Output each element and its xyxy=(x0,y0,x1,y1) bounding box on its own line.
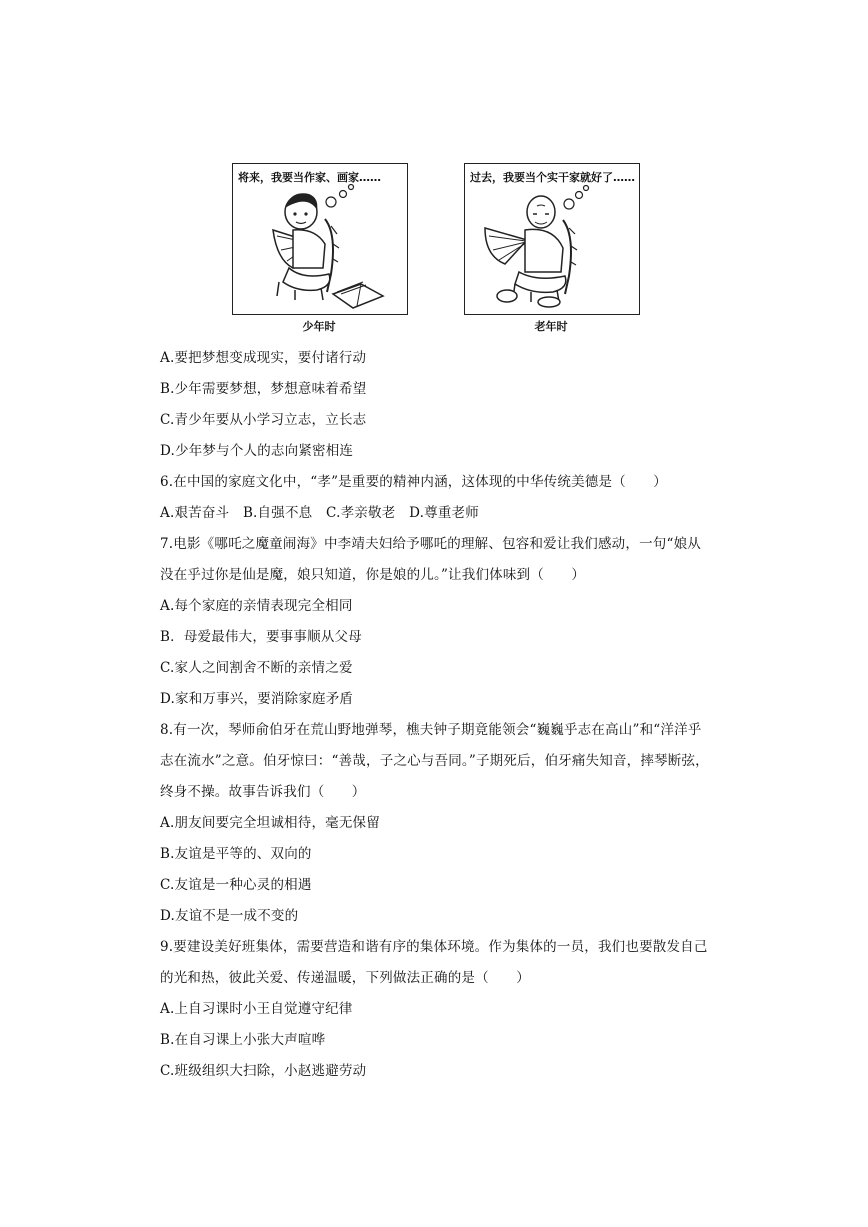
q6-options: A.艰苦奋斗 B.自强不息 C.孝亲敬老 D.尊重老师 xyxy=(160,505,479,521)
q8-stem-line-2: 志在流水”之意。伯牙惊曰：“善哉，子之心与吾同。”子期死后，伯牙痛失知音，摔琴断弦， xyxy=(160,753,709,769)
old-age-speech-text: 过去，我要当个实干家就好了…… xyxy=(470,171,635,184)
old-age-caption: 老年时 xyxy=(534,320,568,333)
q8-option-d: D.友谊不是一成不变的 xyxy=(160,908,299,924)
q8-option-a: A.朋友间要完全坦诚相待，毫无保留 xyxy=(160,815,380,831)
comic-panel-youth xyxy=(232,163,408,315)
q7-option-a: A.每个家庭的亲情表现完全相同 xyxy=(160,598,353,614)
q8-option-b: B.友谊是平等的、双向的 xyxy=(160,846,312,862)
q7-stem-line-2: 没在乎过你是仙是魔，娘只知道，你是娘的儿。”让我们体味到（ ） xyxy=(160,567,586,583)
comic-panel-old-age xyxy=(464,163,640,315)
q9-option-c: C.班级组织大扫除，小赵逃避劳动 xyxy=(160,1063,367,1079)
q6-stem: 6.在中国的家庭文化中，“孝”是重要的精神内涵，这体现的中华传统美德是（ ） xyxy=(160,474,667,490)
q5-option-a: A.要把梦想变成现实，要付诸行动 xyxy=(160,350,367,366)
q7-option-d: D.家和万事兴，要消除家庭矛盾 xyxy=(160,691,354,707)
q9-stem-line-1: 9.要建设美好班集体，需要营造和谐有序的集体环境。作为集体的一员，我们也要散发自己 xyxy=(160,939,708,955)
q5-option-c: C.青少年要从小学习立志，立长志 xyxy=(160,412,367,428)
q7-option-b: B．母爱最伟大，要事事顺从父母 xyxy=(160,629,362,645)
q5-option-b: B.少年需要梦想，梦想意味着希望 xyxy=(160,381,367,397)
youth-caption: 少年时 xyxy=(302,320,336,333)
old-age-illustration xyxy=(465,164,639,314)
q8-option-c: C.友谊是一种心灵的相遇 xyxy=(160,877,312,893)
q9-stem-line-2: 的光和热，彼此关爱、传递温暖，下列做法正确的是（ ） xyxy=(160,970,530,986)
q5-option-d: D.少年梦与个人的志向紧密相连 xyxy=(160,443,354,459)
youth-illustration xyxy=(233,164,407,314)
q9-option-b: B.在自习课上小张大声喧哗 xyxy=(160,1032,326,1048)
q9-option-a: A.上自习课时小王自觉遵守纪律 xyxy=(160,1001,353,1017)
youth-speech-text: 将来，我要当作家、画家…… xyxy=(238,171,381,184)
q8-stem-line-3: 终身不操。故事告诉我们（ ） xyxy=(160,784,366,800)
q7-stem-line-1: 7.电影《哪吒之魔童闹海》中李靖夫妇给予哪吒的理解、包容和爱让我们感动，一句“娘从 xyxy=(160,536,701,552)
q7-option-c: C.家人之间割舍不断的亲情之爱 xyxy=(160,660,353,676)
q8-stem-line-1: 8.有一次，琴师俞伯牙在荒山野地弹琴，樵夫钟子期竟能领会“巍巍乎志在高山”和“洋洋乎 xyxy=(160,722,702,738)
